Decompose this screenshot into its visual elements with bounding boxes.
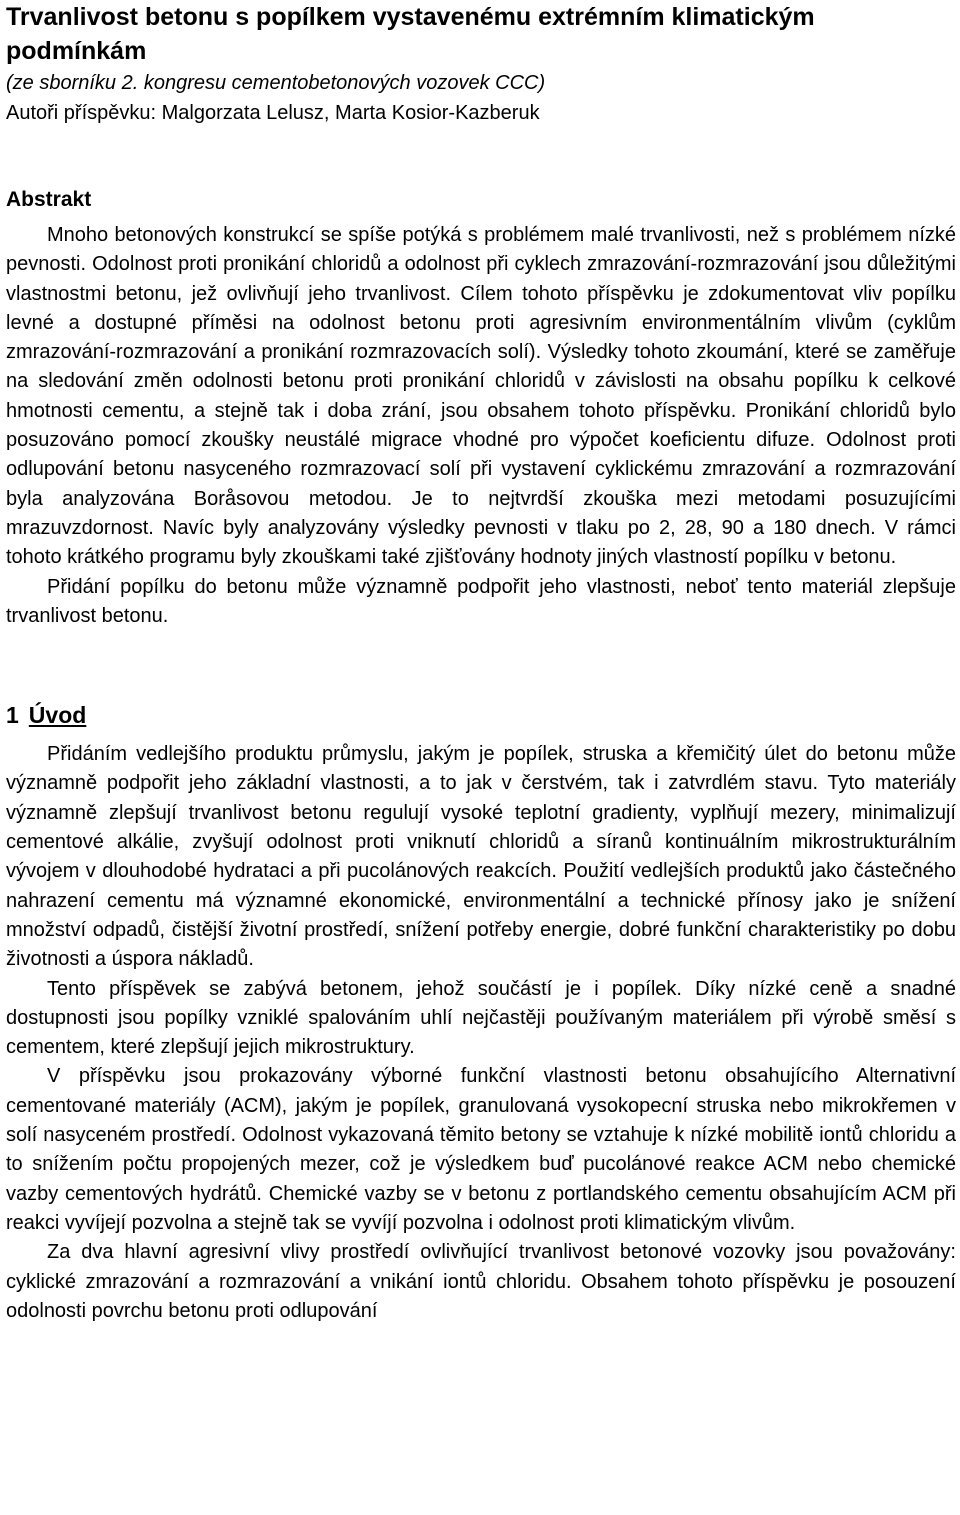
document-title: Trvanlivost betonu s popílkem vystavenému extrémním klimatickým podmínkám [6,3,815,65]
section-title: Úvod [28,702,87,729]
introduction-paragraph: Přidáním vedlejšího produktu průmyslu, jakým je popílek, struska a křemičitý úlet do betonu může významně podpořit jeho základní vlastnosti, a to jak v čerstvém, tak i zatvrdlém stavu. Tyto materiály významně zlepšují trvanlivost betonu regulují vysoké teplotní gradienty, vyplňují mezery, minimalizují cementové alkálie, zvyšují odolnost proti vniknutí chloridů a síranů kontinuálním mikrostrukturálním vývojem v dlouhodobé hydrataci a při pucolánových reakcích. Použití vedlejších produktů jako částečného nahrazení cementu má významné ekonomické, environmentální a technické přínosy jako je snížení množství odpadů, čistější životní prostředí, snížení potřeby energie, dobré funkční charakteristiky po dobu životnosti a úspora nákladů. [6,743,956,971]
abstract-paragraph: Přidání popílku do betonu může významně podpořit jeho vlastnosti, neboť tento materiál zlepšuje trvanlivost betonu. [6,575,956,627]
abstract-heading: Abstrakt [6,188,92,211]
section-heading-introduction [6,699,956,731]
source-note: (ze sborníku 2. kongresu cementobetonových vozovek CCC) [6,72,546,94]
authors-line: Autoři příspěvku: Malgorzata Lelusz, Marta Kosior-Kazberuk [6,102,540,124]
introduction-paragraph: Za dva hlavní agresivní vlivy prostředí ovlivňující trvanlivost betonové vozovky jsou považovány: cyklické zmrazování a rozmrazování a vnikání iontů chloridu. Obsahem tohoto příspěvku je posouzení odolnosti povrchu betonu proti odlupování [6,1241,956,1322]
introduction-paragraph: Tento příspěvek se zabývá betonem, jehož součástí je i popílek. Díky nízké ceně a snadné dostupnosti jsou popílky vzniklé spalováním uhlí nejčastěji používaným materiálem při výrobě směsí s cementem, které zlepšují jejich mikrostruktury. [6,977,956,1059]
abstract-paragraph: Mnoho betonových konstrukcí se spíše potýká s problémem malé trvanlivosti, než s problémem nízké pevnosti. Odolnost proti pronikání chloridů a odolnost při cyklech zmrazování-rozmrazování jsou důležitými vlastnostmi betonu, jež ovlivňují jeho trvanlivost. Cílem tohoto příspěvku je zdokumentovat vliv popílku levné a dostupné příměsi na odolnost betonu proti agresivním environmentálním vlivům (cyklům zmrazování-rozmrazování a pronikání rozmrazovacích solí). Výsledky tohoto zkoumání, které se zaměřuje na sledování změn odolnosti betonu proti pronikání chloridů v závislosti na obsahu popílku k celkové hmotnosti cementu, a stejně tak i doba zrání, jsou obsahem tohoto příspěvku. Pronikání chloridů bylo posuzováno pomocí zkoušky neustálé migrace vhodné pro výpočet koeficientu difuze. Odolnost proti odlupování betonu nasyceného rozmrazovací solí při vystavení cyklickému zmrazování a rozmrazování byla analyzována Boråsovou metodou. Je to nejtvrdší zkouška mezi metodami posuzujícími mrazuvzdornost. Navíc byly analyzovány výsledky pevnosti v tlaku po 2, 28, 90 a 180 dnech. V rámci tohoto krátkého programu byly zkouškami také zjišťovány hodnoty jiných vlastností popílku v betonu. [6,224,956,569]
document-page [6,0,956,1326]
introduction-paragraph: V příspěvku jsou prokazovány výborné funkční vlastnosti betonu obsahujícího Alternativní cementované materiály (ACM), jakým je popílek, granulovaná vysokopecní struska nebo mikrokřemen v solí nasyceném prostředí. Odolnost vykazovaná těmito betony se vztahuje k nízké mobilitě iontů chloridu a to snížením počtu propojených mezer, což je výsledkem buď pucolánové reakce ACM nebo chemické vazby cementových hydrátů. Chemické vazby se v betonu z portlandského cementu obsahujícím ACM při reakci vyvíjejí pozvolna a stejně tak se vyvíjí pozvolna i odolnost proti klimatickým vlivům. [6,1065,956,1234]
section-number: 1 [6,702,19,729]
